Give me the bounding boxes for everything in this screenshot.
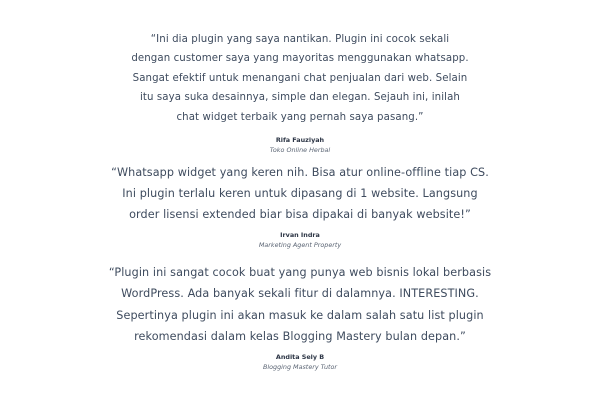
testimonial-quote: “Whatsapp widget yang keren nih. Bisa atur online-offline tiap CS. Ini plugin terlalu keren untuk dipasang di 1 website. Langsung order lisensi extended biar bisa dipakai di banyak website!” <box>111 166 489 221</box>
testimonial-quote: “Ini dia plugin yang saya nantikan. Plugin ini cocok sekali dengan customer saya yang mayoritas menggunakan whatsapp. Sangat efektif untuk menangani chat penjualan dari web. Selain itu saya suka desainnya, simple dan elegan. Sejauh ini, inilah chat widget terbaik yang pernah saya pasang.” <box>131 34 469 123</box>
testimonial-card <box>0 262 600 372</box>
testimonial-role: Toko Online Herbal <box>269 146 331 155</box>
testimonial-author: Andita Sely B <box>275 353 325 362</box>
testimonial-card <box>0 162 600 250</box>
testimonial-author: Rifa Fauziyah <box>275 136 325 145</box>
testimonial-card <box>0 30 600 155</box>
testimonial-quote: “Plugin ini sangat cocok buat yang punya web bisnis lokal berbasis WordPress. Ada banyak sekali fitur di dalamnya. INTERESTING. Sepertinya plugin ini akan masuk ke dalam salah satu list plugin rekomendasi dalam kelas Blogging Mastery bulan depan.” <box>108 266 492 343</box>
testimonial-author: Irvan Indra <box>280 231 320 239</box>
testimonial-role: Marketing Agent Property <box>258 241 342 249</box>
testimonial-role: Blogging Mastery Tutor <box>262 363 338 372</box>
